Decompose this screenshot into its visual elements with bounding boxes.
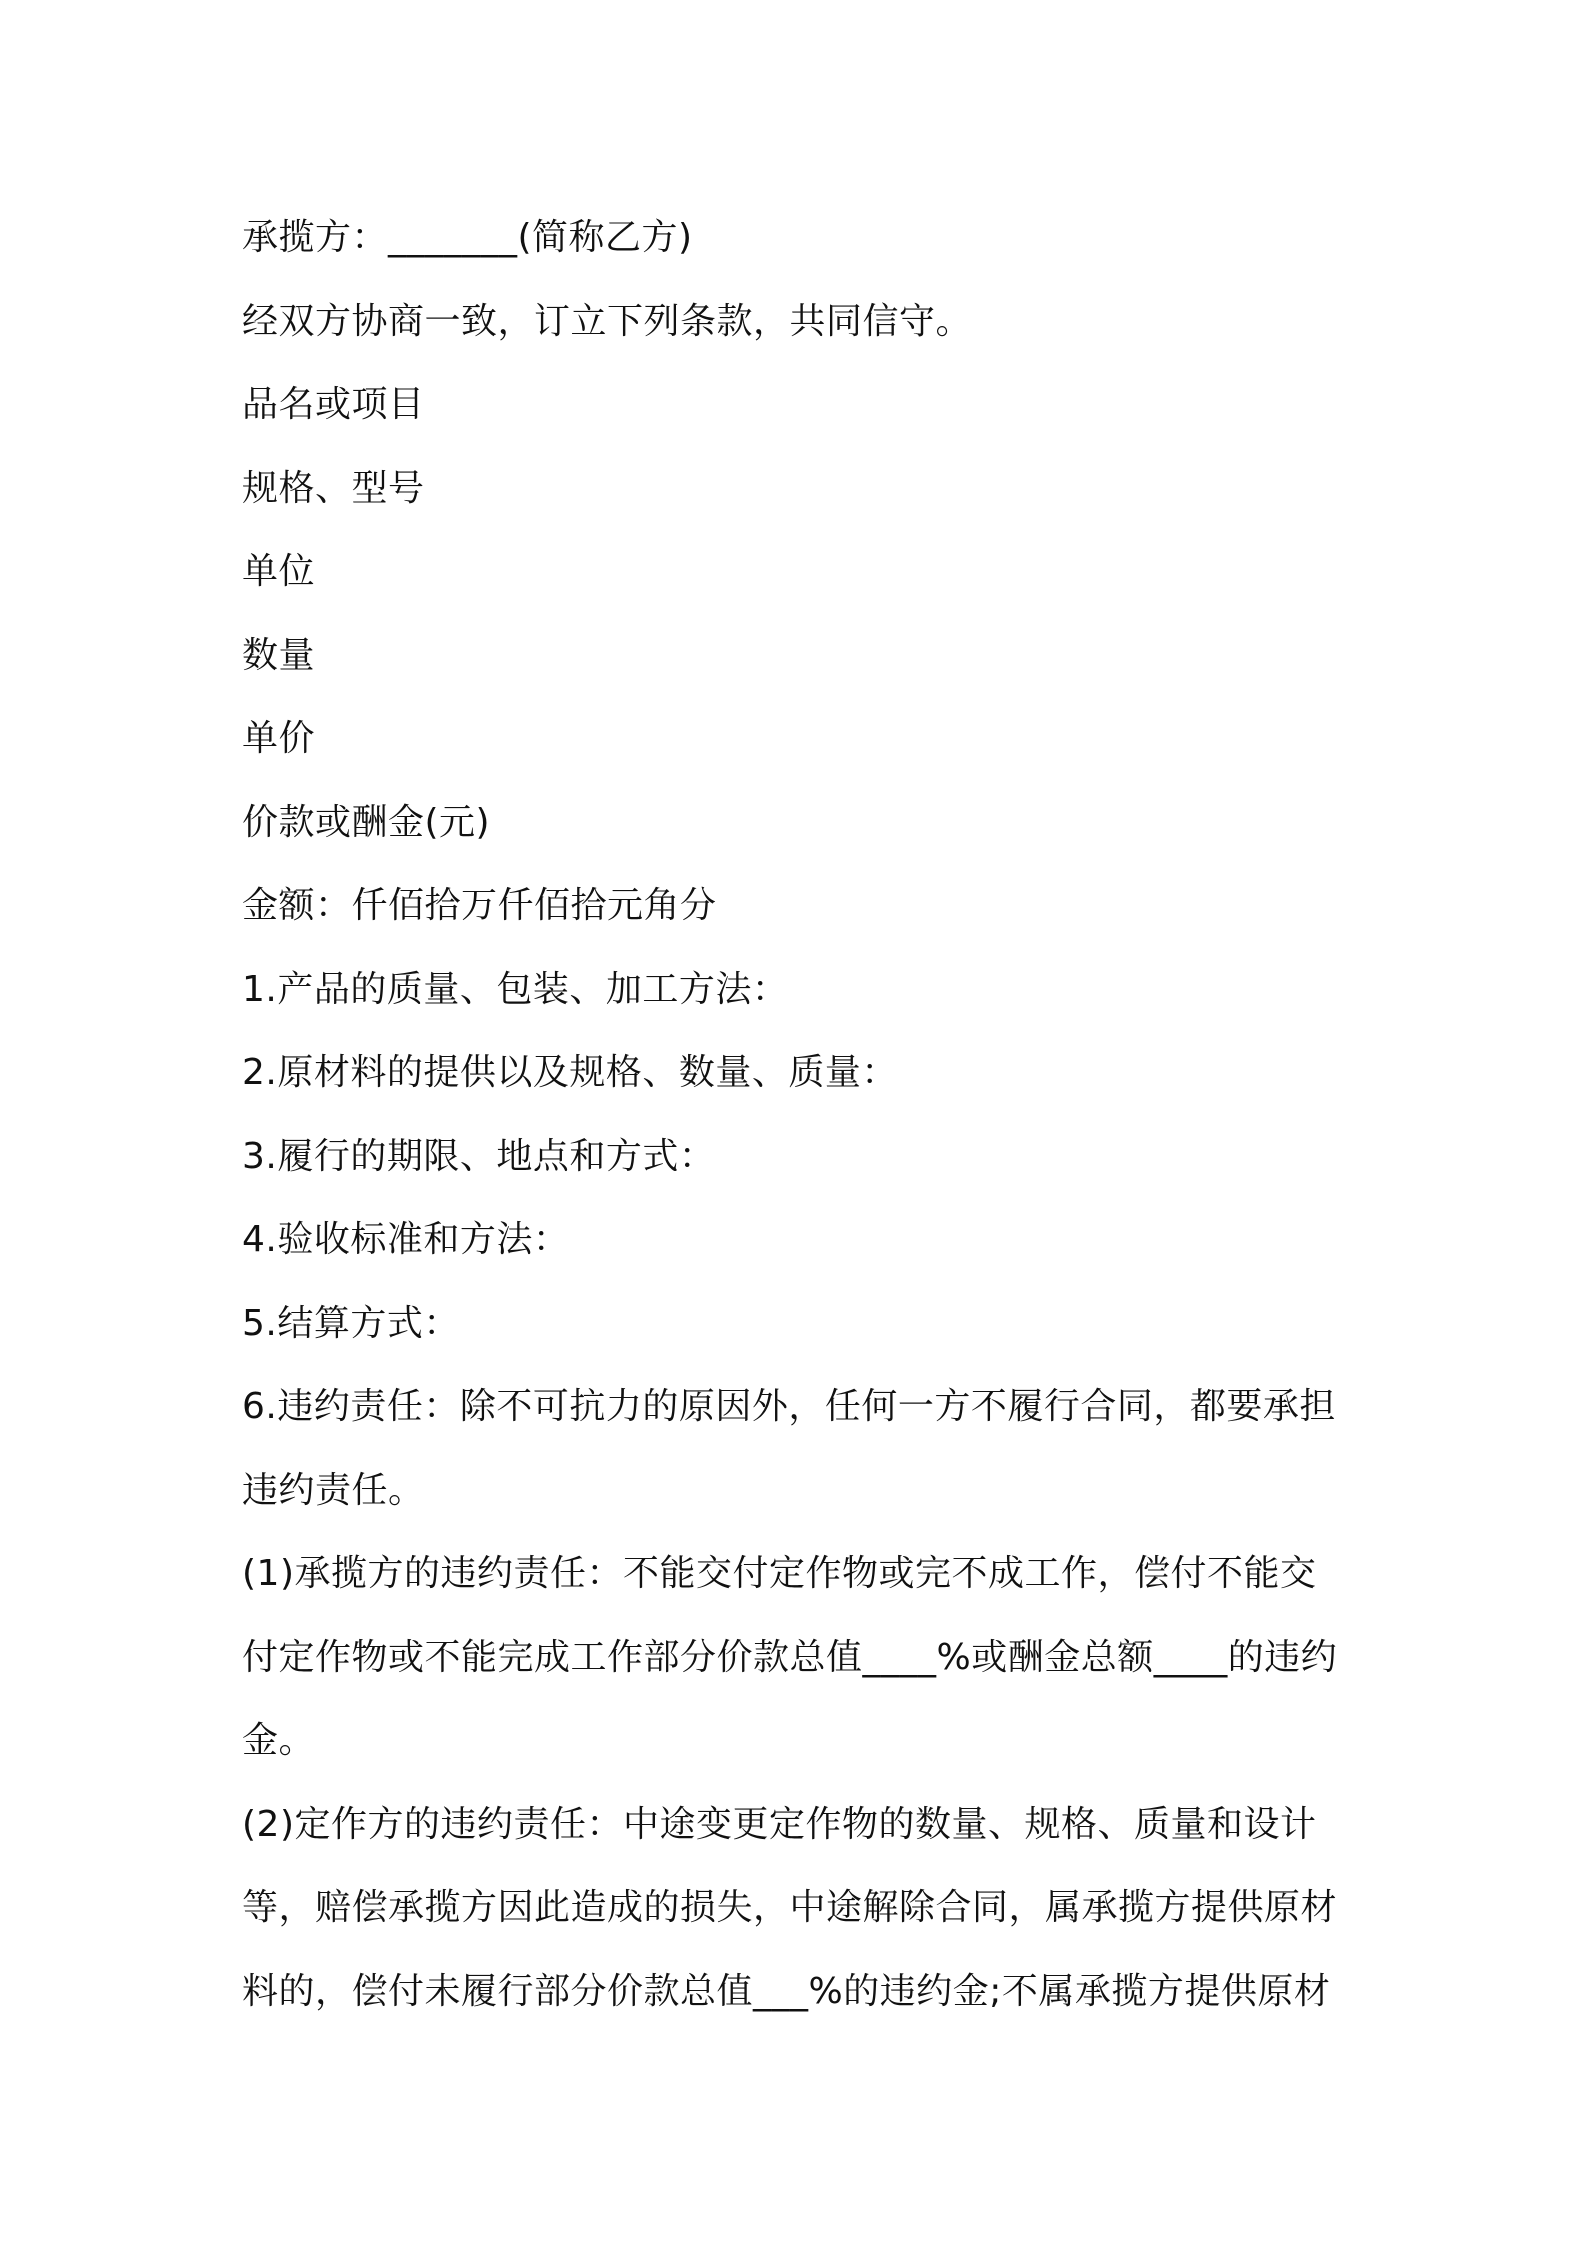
document-body bbox=[242, 196, 1352, 2033]
clause-1: 1.产品的质量、包装、加工方法： bbox=[242, 968, 789, 1010]
clause-4: 4.验收标准和方法： bbox=[242, 1219, 570, 1260]
quantity-heading: 数量 bbox=[242, 634, 316, 676]
item-name-heading: 品名或项目 bbox=[242, 384, 425, 425]
unit-heading: 单位 bbox=[242, 551, 316, 592]
agreement-intro: 经双方协商一致，订立下列条款，共同信守。 bbox=[242, 300, 973, 342]
clause-3: 3.履行的期限、地点和方式： bbox=[242, 1135, 716, 1177]
unit-price-heading: 单价 bbox=[242, 718, 316, 759]
clause-6-2: (2)定作方的违约责任：中途变更定作物的数量、规格、质量和设计等，赔偿承揽方因此造成的损失，中途解除合同，属承揽方提供原材料的，偿付未履行部分价款总值___%的违约金;不属承揽方提供原材 bbox=[242, 1803, 1338, 2012]
clause-5: 5.结算方式： bbox=[242, 1302, 460, 1344]
spec-model-heading: 规格、型号 bbox=[242, 467, 425, 509]
amount-line: 金额：仟佰拾万仟佰拾元角分 bbox=[242, 885, 717, 926]
contractor-line: 承揽方：_______(简称乙方) bbox=[242, 217, 693, 258]
clause-2: 2.原材料的提供以及规格、数量、质量： bbox=[242, 1052, 898, 1093]
payment-heading: 价款或酬金(元) bbox=[242, 801, 491, 843]
clause-6-1: (1)承揽方的违约责任：不能交付定作物或完不成工作，偿付不能交付定作物或不能完成工作部分价款总值____%或酬金总额____的违约金。 bbox=[242, 1553, 1338, 1761]
clause-6: 6.违约责任：除不可抗力的原因外，任何一方不履行合同，都要承担违约责任。 bbox=[242, 1386, 1336, 1511]
